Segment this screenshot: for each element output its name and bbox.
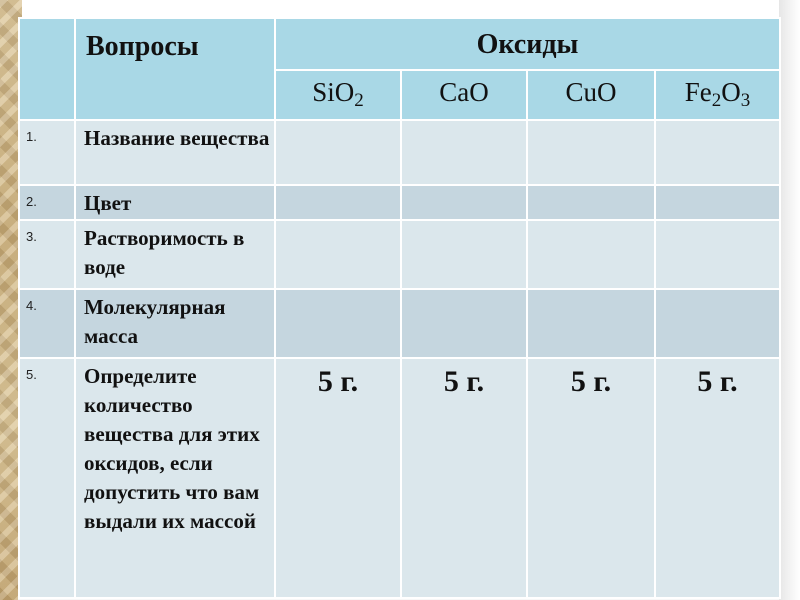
slide-edge <box>779 0 800 600</box>
answer-cell <box>527 185 655 220</box>
question-cell: Цвет <box>75 185 275 220</box>
answer-cell <box>527 289 655 358</box>
answer-cell <box>275 185 401 220</box>
answer-cell <box>655 289 780 358</box>
row-number: 3. <box>19 220 75 289</box>
mass-cell: 5 г. <box>401 358 527 598</box>
formula-subscript: 2 <box>354 90 364 111</box>
formula-subscript: 2 <box>711 90 722 111</box>
answer-cell <box>655 185 780 220</box>
table-row <box>19 120 780 185</box>
formula-cell <box>527 70 655 120</box>
row-number: 5. <box>19 358 75 598</box>
formula-text: O <box>721 77 741 107</box>
answer-cell <box>275 120 401 185</box>
header-corner-cell <box>19 18 75 120</box>
answer-cell <box>655 220 780 289</box>
question-cell: Определите количество вещества для этих оксидов, если допустить что вам выдали их массой <box>75 358 275 598</box>
answer-cell <box>401 220 527 289</box>
header-oxides: Оксиды <box>275 18 780 70</box>
formula-cell <box>655 70 780 120</box>
answer-cell <box>275 289 401 358</box>
row-number: 2. <box>19 185 75 220</box>
answer-cell <box>401 289 527 358</box>
answer-cell <box>401 120 527 185</box>
table-row <box>19 289 780 358</box>
row-number: 4. <box>19 289 75 358</box>
formula-cell <box>401 70 527 120</box>
answer-cell <box>401 185 527 220</box>
oxides-table <box>18 17 781 599</box>
formula-text: CuO <box>565 77 617 107</box>
formula-text: CaO <box>439 77 489 107</box>
answer-cell <box>275 220 401 289</box>
table-row <box>19 358 780 598</box>
formula-subscript: 3 <box>740 90 751 111</box>
formula-text: Fe <box>684 77 712 107</box>
header-questions: Вопросы <box>75 18 275 120</box>
answer-cell <box>527 220 655 289</box>
formula-cell <box>275 70 401 120</box>
question-cell: Название вещества <box>75 120 275 185</box>
row-number: 1. <box>19 120 75 185</box>
answer-cell <box>655 120 780 185</box>
formula-text: SiO <box>312 77 355 107</box>
question-cell: Растворимость в воде <box>75 220 275 289</box>
mass-cell: 5 г. <box>655 358 780 598</box>
mass-cell: 5 г. <box>527 358 655 598</box>
table-row <box>19 185 780 220</box>
question-cell: Молекулярная масса <box>75 289 275 358</box>
table-row <box>19 220 780 289</box>
header-row <box>19 18 780 70</box>
answer-cell <box>527 120 655 185</box>
mass-cell: 5 г. <box>275 358 401 598</box>
